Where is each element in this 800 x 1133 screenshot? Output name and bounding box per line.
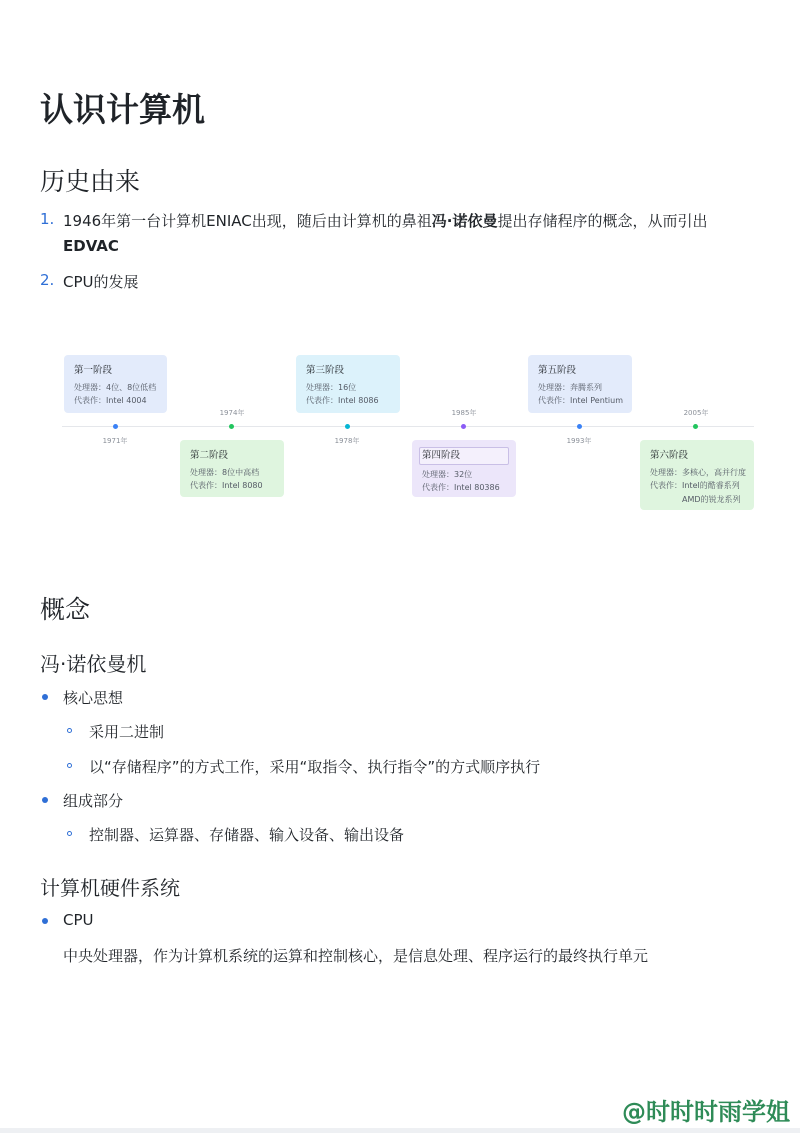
concepts-heading: 概念 bbox=[40, 595, 91, 624]
stage-title: 第四阶段 bbox=[419, 447, 509, 465]
history-item-1 bbox=[63, 210, 708, 231]
history-item-1-line2: EDVAC bbox=[63, 237, 119, 255]
stage-title: 第一阶段 bbox=[74, 365, 113, 376]
timeline-card bbox=[64, 355, 167, 413]
stage-example: 代表作：Intel 8080 bbox=[190, 481, 263, 490]
bullet-dot bbox=[42, 918, 48, 924]
timeline-year: 1974年 bbox=[219, 409, 245, 417]
history-item-1-text-end: 提出存储程序的概念，从而引出 bbox=[497, 212, 708, 230]
stage-processor: 处理器：奔腾系列 bbox=[538, 382, 602, 392]
stage-processor: 处理器：多核心，高并行度 bbox=[650, 467, 746, 477]
stage-example: 代表作：Intel Pentium bbox=[538, 396, 624, 405]
sub-bullet-circle bbox=[67, 831, 72, 836]
timeline-dot bbox=[577, 424, 582, 429]
timeline-year: 1978年 bbox=[334, 437, 360, 445]
stage-processor: 处理器：16位 bbox=[306, 382, 357, 392]
timeline-card bbox=[528, 355, 632, 413]
stage-example: 代表作：Intel 8086 bbox=[306, 396, 379, 405]
stage-processor: 处理器：8位中高档 bbox=[190, 467, 260, 477]
watermark: @时时时雨学姐 bbox=[622, 1098, 790, 1126]
history-heading: 历史由来 bbox=[40, 167, 141, 196]
timeline-dot bbox=[345, 424, 350, 429]
history-item-2: CPU的发展 bbox=[63, 273, 139, 291]
timeline-year: 1985年 bbox=[451, 409, 477, 417]
stage-example-2: AMD的锐龙系列 bbox=[682, 494, 741, 504]
timeline-card bbox=[180, 440, 284, 497]
list-number: 1. bbox=[40, 210, 55, 228]
parts-label: 组成部分 bbox=[63, 792, 124, 810]
timeline-axis bbox=[62, 426, 754, 427]
cpu-label: CPU bbox=[63, 911, 94, 929]
stage-title: 第二阶段 bbox=[190, 450, 229, 461]
core-item-2: 以“存储程序”的方式工作，采用“取指令、执行指令”的方式顺序执行 bbox=[89, 758, 541, 776]
bullet-dot bbox=[42, 797, 48, 803]
stage-example: 代表作：Intel 4004 bbox=[74, 396, 147, 405]
hardware-heading: 计算机硬件系统 bbox=[40, 876, 180, 900]
core-item-1: 采用二进制 bbox=[89, 723, 165, 741]
stage-title: 第五阶段 bbox=[538, 365, 577, 376]
stage-processor: 处理器：4位、8位低档 bbox=[74, 382, 157, 392]
core-idea-label: 核心思想 bbox=[63, 689, 124, 707]
timeline-year: 2005年 bbox=[683, 409, 709, 417]
history-item-1-bold: 冯·诺依曼 bbox=[431, 212, 498, 230]
stage-example: 代表作：Intel的酷睿系列 bbox=[650, 481, 740, 490]
timeline-card bbox=[640, 440, 754, 510]
timeline-year: 1971年 bbox=[102, 437, 128, 445]
timeline-dot bbox=[461, 424, 466, 429]
timeline-dot bbox=[113, 424, 118, 429]
bullet-dot bbox=[42, 694, 48, 700]
parts-item-1: 控制器、运算器、存储器、输入设备、输出设备 bbox=[89, 826, 405, 844]
stage-title: 第三阶段 bbox=[306, 365, 345, 376]
page-title: 认识计算机 bbox=[40, 90, 205, 129]
timeline-year: 1993年 bbox=[566, 437, 592, 445]
timeline-card bbox=[296, 355, 400, 413]
stage-example: 代表作：Intel 80386 bbox=[422, 483, 500, 492]
timeline-dot bbox=[693, 424, 698, 429]
stage-processor: 处理器：32位 bbox=[422, 469, 473, 479]
sub-bullet-circle bbox=[67, 728, 72, 733]
timeline-card bbox=[412, 440, 516, 497]
history-item-1-text: 1946年第一台计算机ENIAC出现，随后由计算机的鼻祖 bbox=[63, 212, 432, 230]
cpu-description: 中央处理器，作为计算机系统的运算和控制核心，是信息处理、程序运行的最终执行单元 bbox=[63, 947, 649, 965]
sub-bullet-circle bbox=[67, 763, 72, 768]
page-bottom-edge bbox=[0, 1128, 800, 1133]
list-number: 2. bbox=[40, 271, 55, 289]
stage-title: 第六阶段 bbox=[650, 450, 689, 461]
timeline-dot bbox=[229, 424, 234, 429]
von-neumann-heading: 冯·诺依曼机 bbox=[40, 652, 147, 676]
